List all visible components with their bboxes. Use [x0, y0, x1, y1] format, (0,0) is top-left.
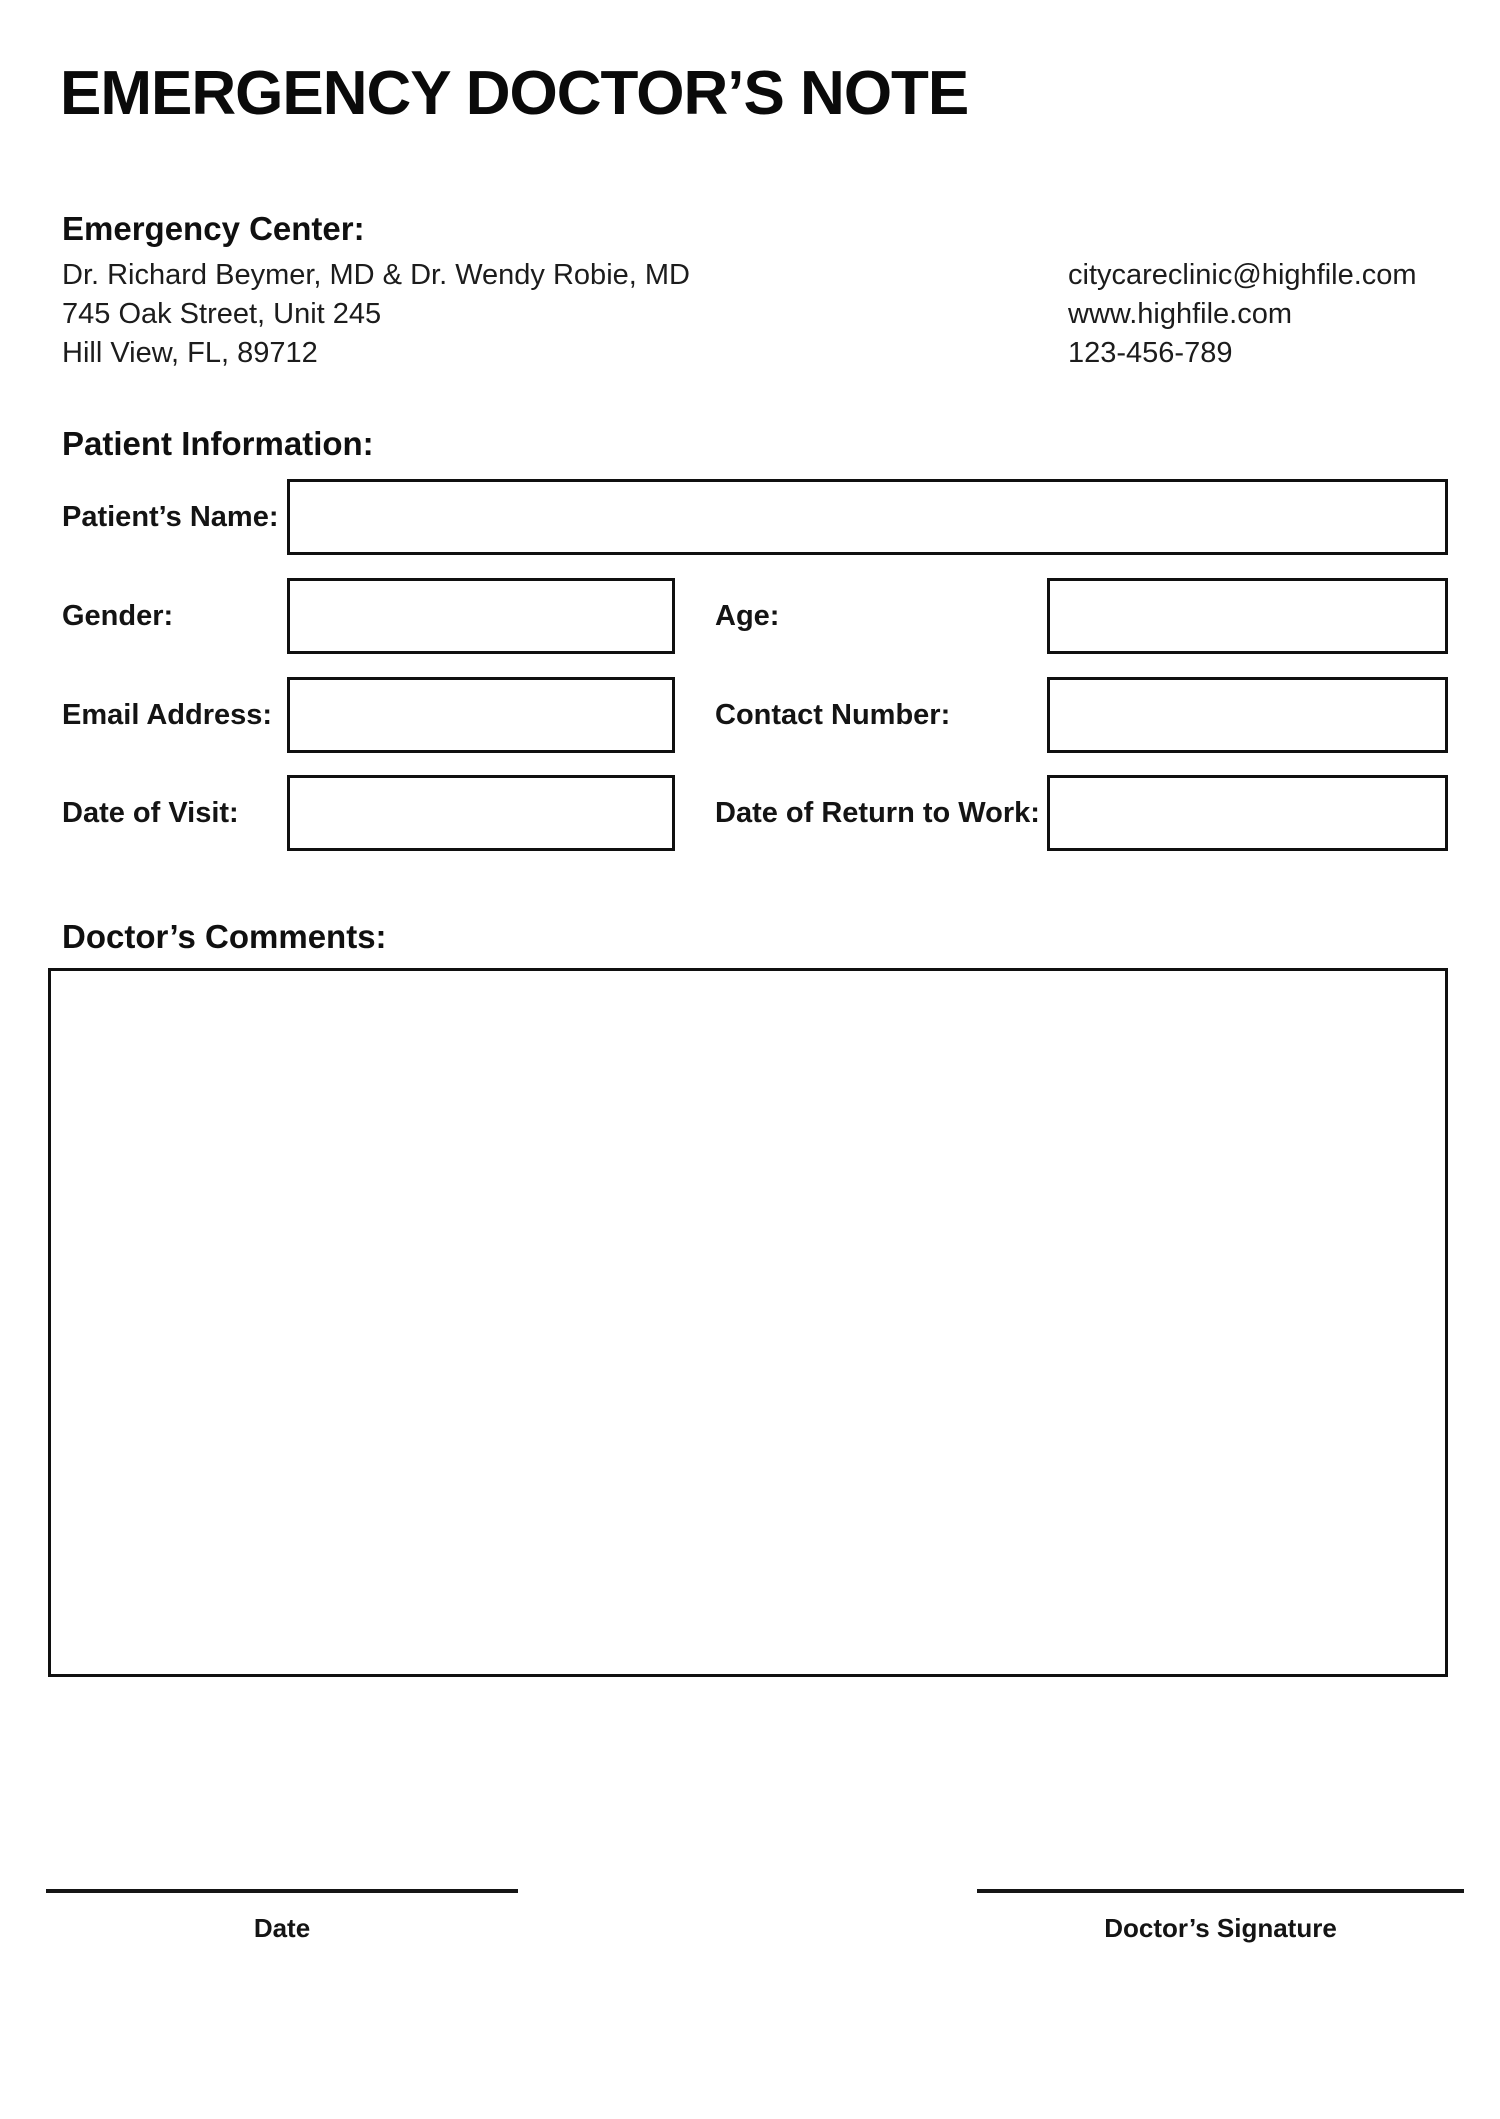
- doctors-comments-heading: Doctor’s Comments:: [62, 918, 387, 955]
- doctors-signature-line: [977, 1889, 1464, 1893]
- clinic-email: citycareclinic@highfile.com: [1068, 259, 1417, 291]
- patient-name-label: Patient’s Name:: [62, 500, 279, 533]
- clinic-city: Hill View, FL, 89712: [62, 337, 318, 369]
- date-of-return-to-work-input[interactable]: [1047, 775, 1448, 851]
- patient-information-heading: Patient Information:: [62, 425, 374, 462]
- patient-name-input[interactable]: [287, 479, 1448, 555]
- age-label: Age:: [715, 599, 780, 632]
- doctors-comments-textarea[interactable]: [48, 968, 1448, 1677]
- date-of-return-to-work-label: Date of Return to Work:: [715, 796, 1040, 829]
- emergency-center-heading: Emergency Center:: [62, 210, 365, 247]
- gender-input[interactable]: [287, 578, 675, 654]
- clinic-street: 745 Oak Street, Unit 245: [62, 298, 382, 330]
- contact-number-input[interactable]: [1047, 677, 1448, 753]
- doctors-signature-label: Doctor’s Signature: [1104, 1913, 1337, 1943]
- email-address-input[interactable]: [287, 677, 675, 753]
- date-of-visit-input[interactable]: [287, 775, 675, 851]
- page-title: EMERGENCY DOCTOR’S NOTE: [60, 59, 969, 128]
- date-line: [46, 1889, 518, 1893]
- gender-label: Gender:: [62, 599, 174, 632]
- contact-number-label: Contact Number:: [715, 698, 951, 731]
- clinic-website: www.highfile.com: [1068, 298, 1293, 330]
- date-of-visit-label: Date of Visit:: [62, 796, 239, 829]
- clinic-doctors: Dr. Richard Beymer, MD & Dr. Wendy Robie, MD: [62, 259, 690, 291]
- clinic-phone: 123-456-789: [1068, 337, 1233, 369]
- date-line-label: Date: [253, 1913, 311, 1943]
- age-input[interactable]: [1047, 578, 1448, 654]
- email-address-label: Email Address:: [62, 698, 273, 731]
